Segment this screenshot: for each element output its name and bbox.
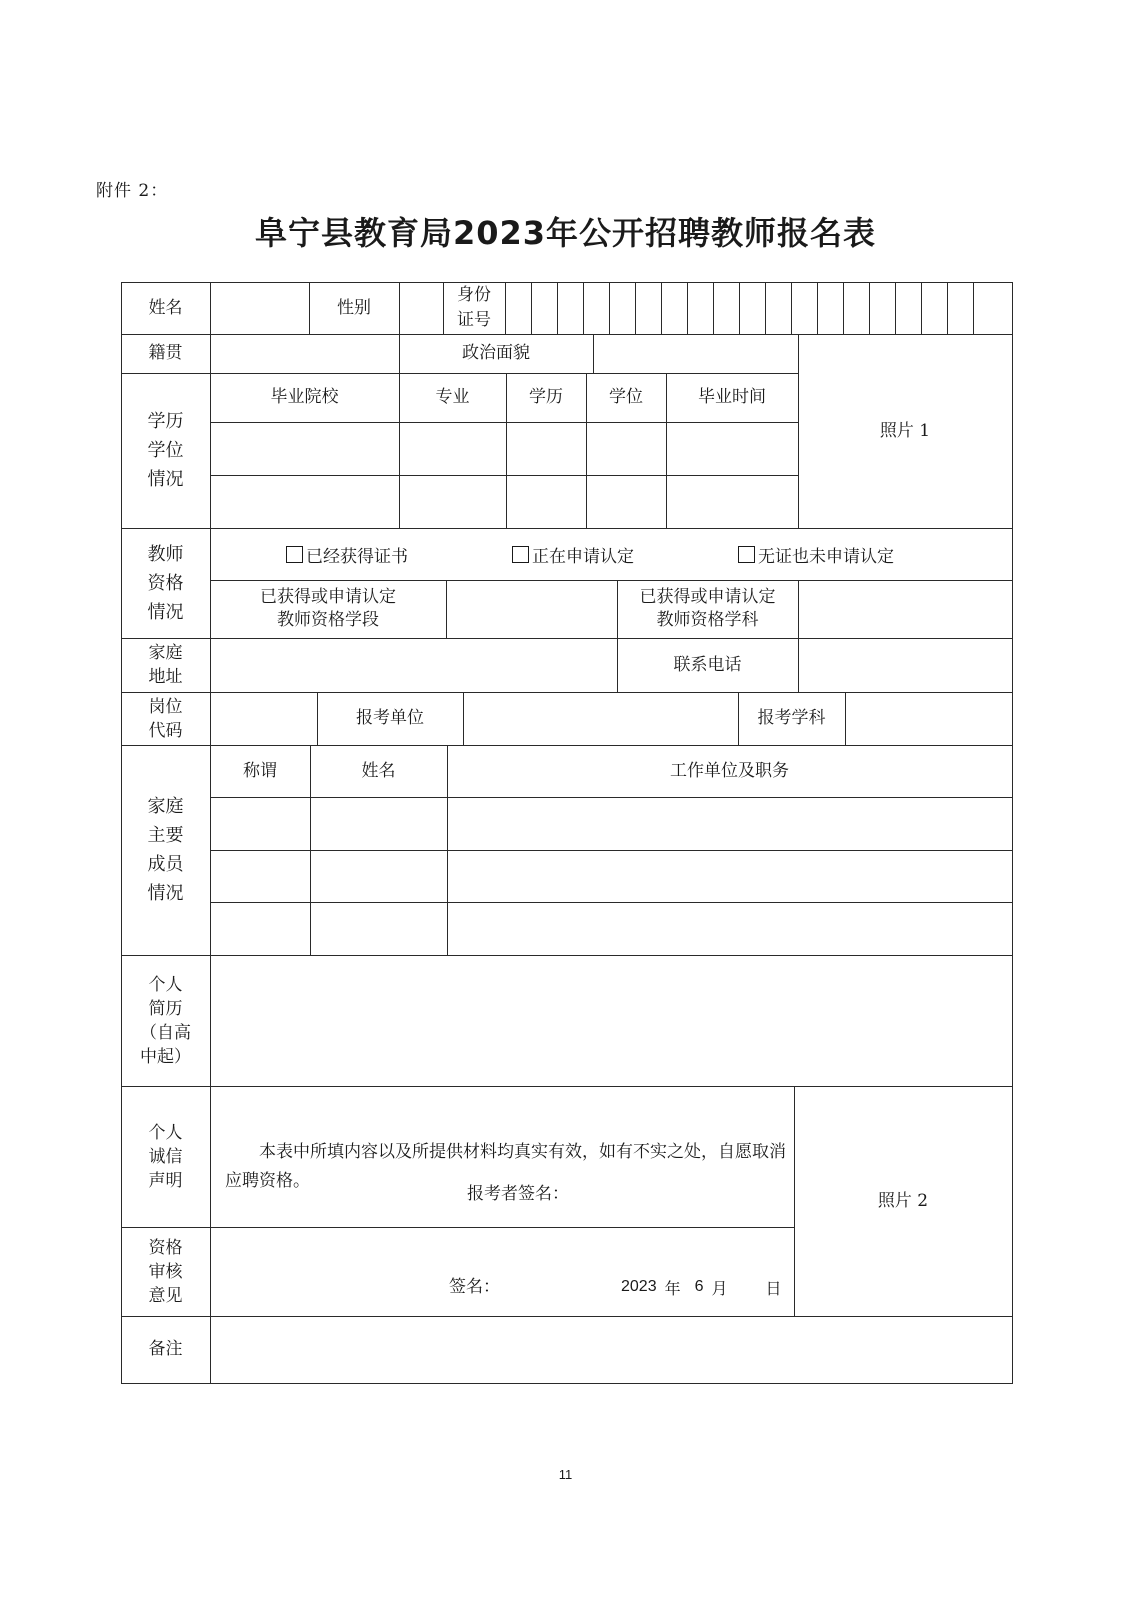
checkbox-icon (512, 546, 529, 563)
input-remarks[interactable] (210, 1316, 1012, 1383)
label-resume-section: 个人 简历 （自高 中起） (140, 974, 191, 1067)
attachment-label: 附件 2： (96, 181, 169, 201)
label-political-status: 政治面貌 (462, 343, 530, 363)
checkbox-icon (286, 546, 303, 563)
family-row-2[interactable] (210, 850, 1012, 902)
checkbox-icon (738, 546, 755, 563)
review-month: 6 (694, 1278, 704, 1295)
registration-form-table (121, 282, 1013, 1384)
input-applied-unit[interactable] (463, 692, 738, 745)
declaration-text: 本表中所填内容以及所提供材料均真实有效，如有不实之处，自愿取消应聘资格。 (225, 1142, 786, 1191)
option-applying-label: 正在申请认定 (532, 546, 634, 567)
header-degree: 学位 (609, 387, 643, 407)
input-applied-subject[interactable] (845, 692, 1012, 745)
family-row-3[interactable] (210, 902, 1012, 955)
education-row-1[interactable] (210, 422, 798, 475)
family-row-1[interactable] (210, 797, 1012, 850)
page-number: 11 (558, 1467, 573, 1482)
label-name: 姓名 (148, 297, 183, 318)
input-position-code[interactable] (210, 692, 317, 745)
option-none-label: 无证也未申请认定 (758, 546, 894, 567)
label-teacher-qualification-section: 教师 资格 情况 (147, 543, 184, 623)
label-contact-phone: 联系电话 (673, 654, 742, 675)
input-qualification-stage[interactable] (446, 580, 617, 638)
option-applying[interactable] (512, 528, 634, 580)
label-integrity-section: 个人 诚信 声明 (148, 1122, 183, 1191)
option-none[interactable] (738, 528, 894, 580)
education-row-2[interactable] (210, 475, 798, 528)
declaration-signature-label: 报考者签名： (467, 1183, 569, 1204)
label-gender: 性别 (337, 297, 371, 318)
header-education: 学历 (529, 387, 563, 407)
header-graduation-time: 毕业时间 (698, 387, 766, 407)
label-family-section: 家庭 主要 成员 情况 (147, 796, 184, 904)
label-qualification-stage: 已获得或申请认定 教师资格学段 (260, 587, 396, 630)
review-year-unit: 年 (664, 1278, 681, 1298)
review-day-unit: 日 (765, 1278, 782, 1298)
label-qualification-subject: 已获得或申请认定 教师资格学科 (639, 587, 776, 630)
header-member-name: 姓名 (361, 760, 396, 781)
label-home-address: 家庭 地址 (148, 643, 183, 687)
photo-1-box[interactable]: 照片 1 (879, 420, 931, 441)
input-contact-phone[interactable] (798, 638, 1012, 692)
header-major: 专业 (435, 387, 470, 407)
form-title: 阜宁县教育局2023年公开招聘教师报名表 (254, 214, 877, 252)
option-certified[interactable] (286, 528, 408, 580)
review-year: 2023 (621, 1278, 657, 1295)
input-gender[interactable] (399, 282, 443, 334)
input-native-place[interactable] (210, 334, 399, 373)
label-id-number: 身份 证号 (457, 285, 491, 330)
review-date (621, 1272, 782, 1302)
input-name[interactable] (210, 282, 309, 334)
header-graduate-school: 毕业院校 (270, 387, 339, 407)
option-certified-label: 已经获得证书 (306, 546, 408, 567)
review-signature-label: 签名： (449, 1276, 500, 1297)
input-id-number[interactable] (505, 282, 1012, 334)
input-home-address[interactable] (210, 638, 617, 692)
photo-2-box[interactable]: 照片 2 (877, 1190, 929, 1211)
input-political-status[interactable] (593, 334, 798, 373)
label-education-section: 学历 学位 情况 (147, 411, 184, 490)
input-qualification-subject[interactable] (798, 580, 1012, 638)
input-resume[interactable] (210, 955, 1012, 1086)
label-review-section: 资格 审核 意见 (148, 1237, 183, 1306)
label-applied-unit: 报考单位 (356, 708, 424, 728)
label-remarks: 备注 (148, 1339, 183, 1359)
label-position-code: 岗位 代码 (148, 696, 183, 741)
label-applied-subject: 报考学科 (757, 708, 826, 728)
header-relation: 称谓 (243, 760, 277, 781)
review-month-unit: 月 (711, 1278, 728, 1298)
header-work-unit-position: 工作单位及职务 (670, 760, 789, 781)
label-native-place: 籍贯 (148, 343, 183, 363)
